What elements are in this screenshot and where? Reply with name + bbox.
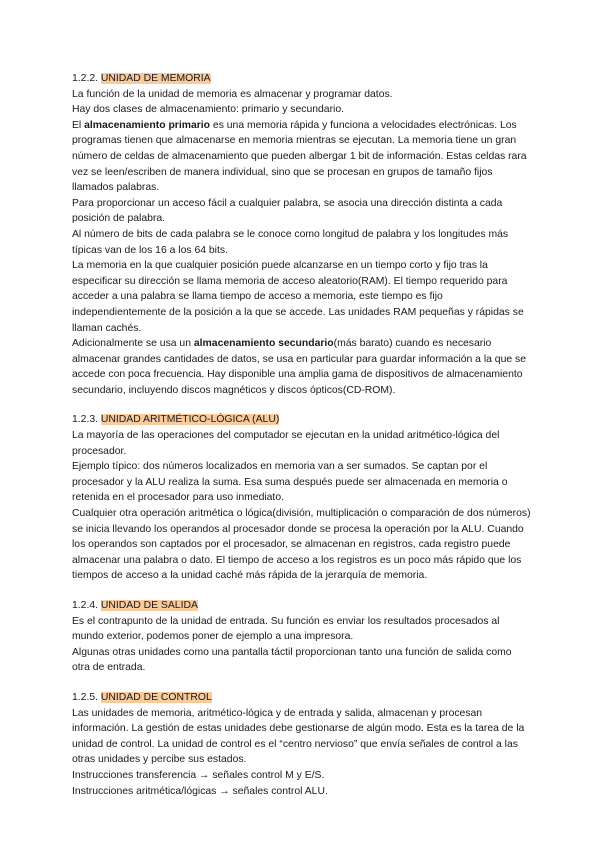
text-run: La función de la unidad de memoria es almacenar y programar datos. [72,88,393,100]
section-heading [72,690,532,706]
document-page [72,71,532,813]
text-run: Para proporcionar un acceso fácil a cualquier palabra, se asocia una dirección distinta a cada posición de palabra. [72,197,503,225]
paragraph [72,768,532,784]
text-run: Adicionalmente se usa un [72,338,194,350]
paragraph [72,102,532,118]
text-run: Al número de bits de cada palabra se le conoce como longitud de palabra y los longitudes más típicas van de los 16 a los 64 bits. [72,228,509,256]
text-run: Ejemplo típico: dos números localizados en memoria van a ser sumados. Se captan por el procesador y la ALU realiza la suma. Esa suma después puede ser almacenada en memoria o retenida en el procesador para uso inmediato. [72,461,508,504]
text-run: Algunas otras unidades como una pantalla táctil proporcionan tanto una función de salida como otra de entrada. [72,646,512,674]
paragraph [72,459,532,506]
text-run: Cualquier otra operación aritmética o lógica(división, multiplicación o comparación de dos números) se inicia llevando los operandos al procesador donde se procesa la operación por la ALU. Cuando los operandos son captados por el procesador, se almacenan en registros, cada registro puede almacenar una palabra o dato. El tiempo de acceso a los registros es un poco más rápido que los tiempos de acceso a la unidad caché más rápida de la jerarquía de memoria. [72,508,531,582]
text-run: Instrucciones aritmética/lógicas → señales control ALU. [72,785,328,797]
text-run: Instrucciones transferencia → señales control M y E/S. [72,769,325,781]
section-title: UNIDAD DE MEMORIA [100,73,211,84]
section [72,690,532,799]
paragraph [72,645,532,676]
text-run: Hay dos clases de almacenamiento: primario y secundario. [72,104,345,116]
section-number: 1.2.3. [72,414,98,426]
text-run: El [72,119,85,131]
section [72,598,532,676]
section-number: 1.2.2. [72,73,98,84]
section-title: UNIDAD DE SALIDA [100,600,198,611]
text-run: (más barato) cuando es necesario almacenar grandes cantidades de datos, se usa en particular para guardar información a la que se accede con poca frecuencia. Hay disponible una amplia gama de dispositivos de almacenamiento secundario, incluyendo discos magnéticos y discos ópticos(CD-ROM). [72,338,527,396]
paragraph [72,87,532,103]
paragraph [72,227,532,258]
paragraph [72,196,532,227]
bold-term: almacenamiento secundario [193,338,334,350]
section-heading [72,71,532,87]
section [72,71,532,398]
paragraph [72,428,532,459]
paragraph [72,118,532,196]
section-title: UNIDAD ARITMÉTICO-LÓGICA (ALU) [100,414,280,426]
paragraph [72,706,532,768]
paragraph [72,336,532,398]
paragraph [72,258,532,336]
section-heading [72,598,532,614]
text-run: Es el contrapunto de la unidad de entrada. Su función es enviar los resultados procesados al mundo exterior, podemos poner de ejemplo a una impresora. [72,615,500,643]
text-run: Las unidades de memoria, aritmético-lógica y de entrada y salida, almacenan y procesan información. La gestión de estas unidades debe gestionarse de algún modo. Esta es la tarea de la unidad de control. La unidad de control es el “centro nervioso” que envía señales de control a las otras unidades y percibe sus estados. [72,707,525,766]
text-run: es una memoria rápida y funciona a velocidades electrónicas. Los programas tienen que almacenarse en memoria mientras se ejecutan. La memoria tiene un gran número de celdas de almacenamiento que pueden albergar 1 bit de información. Estas celdas rara vez se leen/escriben de manera individual, sino que se procesan en grupos de tamaño fijos llamados palabras. [72,119,527,194]
paragraph [72,784,532,800]
section-heading [72,412,532,428]
section [72,412,532,584]
section-number: 1.2.4. [72,600,98,611]
section-title: UNIDAD DE CONTROL [100,691,212,703]
paragraph [72,614,532,645]
text-run: La mayoría de las operaciones del computador se ejecutan en la unidad aritmético-lógica del procesador. [72,430,500,457]
bold-term: almacenamiento primario [84,119,211,131]
section-number: 1.2.5. [72,691,98,703]
text-run: La memoria en la que cualquier posición puede alcanzarse en un tiempo corto y fijo tras la especificar su dirección se llama memoria de acceso aleatorio(RAM). El tiempo requerido para acceder a una palabra se llama tiempo de acceso a memoria, este tiempo es fijo independientemente de la posición a la que se accede. Las unidades RAM pequeñas y rápidas se llaman cachés. [72,260,524,334]
paragraph [72,506,532,584]
